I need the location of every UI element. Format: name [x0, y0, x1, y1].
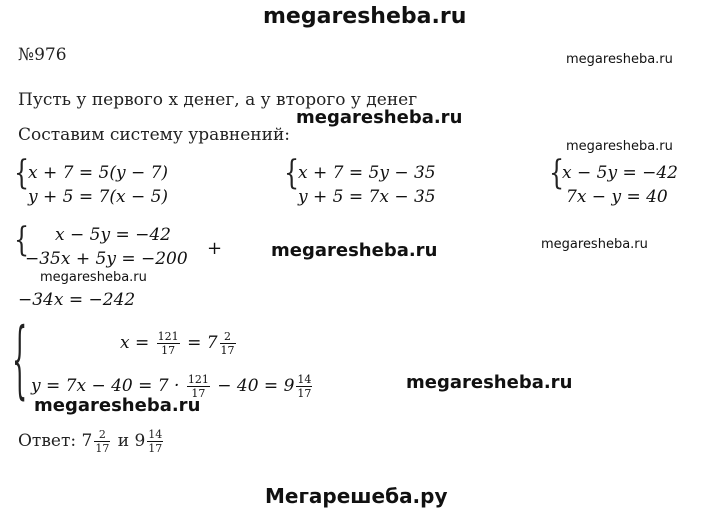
system-intro-text: Составим систему уравнений:	[18, 125, 290, 145]
answer-conj: и 9	[117, 431, 146, 451]
watermark-bottom: Мегарешеба.ру	[265, 484, 448, 508]
system4-eq1: x − 5y = −42	[55, 225, 171, 245]
fraction: $\frac{121}{17}$	[157, 330, 179, 357]
watermark: megaresheba.ru	[406, 372, 573, 393]
system2-eq1: x + 7 = 5y − 35	[298, 163, 436, 183]
watermark: megaresheba.ru	[40, 270, 147, 285]
system-brace: {	[14, 220, 30, 260]
solution-x-prefix: x =	[120, 333, 150, 353]
system4-eq2: −35x + 5y = −200	[25, 249, 188, 269]
system-brace: {	[284, 153, 300, 193]
system-brace: {	[549, 153, 565, 193]
fraction: $\frac{14}{17}$	[297, 373, 312, 400]
watermark: megaresheba.ru	[296, 107, 463, 128]
fraction: $\frac{2}{17}$	[220, 330, 235, 357]
solution-y-prefix: y = 7x − 40 = 7 ·	[31, 376, 180, 396]
plus-sign: +	[207, 238, 223, 259]
system-brace: {	[14, 153, 30, 193]
watermark: megaresheba.ru	[34, 395, 201, 416]
system1-eq2: y + 5 = 7(x − 5)	[28, 187, 169, 207]
solution-x-line	[120, 330, 238, 357]
answer-label: Ответ: 7	[18, 431, 93, 451]
system3-eq1: x − 5y = −42	[562, 163, 678, 183]
answer-line	[18, 428, 165, 455]
watermark: megaresheba.ru	[271, 240, 438, 261]
watermark-top: megaresheba.ru	[263, 4, 467, 29]
fraction: $\frac{121}{17}$	[187, 373, 209, 400]
watermark: megaresheba.ru	[566, 139, 673, 154]
sum-line: −34x = −242	[18, 290, 136, 310]
watermark: megaresheba.ru	[566, 52, 673, 67]
watermark: megaresheba.ru	[541, 237, 648, 252]
fraction: $\frac{14}{17}$	[148, 428, 163, 455]
problem-number: №976	[18, 45, 67, 65]
solution-brace: {	[12, 311, 28, 409]
solution-y-line	[31, 373, 314, 400]
system3-eq2: 7x − y = 40	[566, 187, 668, 207]
system2-eq2: y + 5 = 7x − 35	[298, 187, 436, 207]
intro-text: Пусть у первого х денег, а у второго у денег	[18, 90, 418, 110]
solution-y-mid: − 40 = 9	[217, 376, 295, 396]
fraction: $\frac{2}{17}$	[95, 428, 110, 455]
solution-x-eq: = 7	[187, 333, 218, 353]
system1-eq1: x + 7 = 5(y − 7)	[28, 163, 169, 183]
